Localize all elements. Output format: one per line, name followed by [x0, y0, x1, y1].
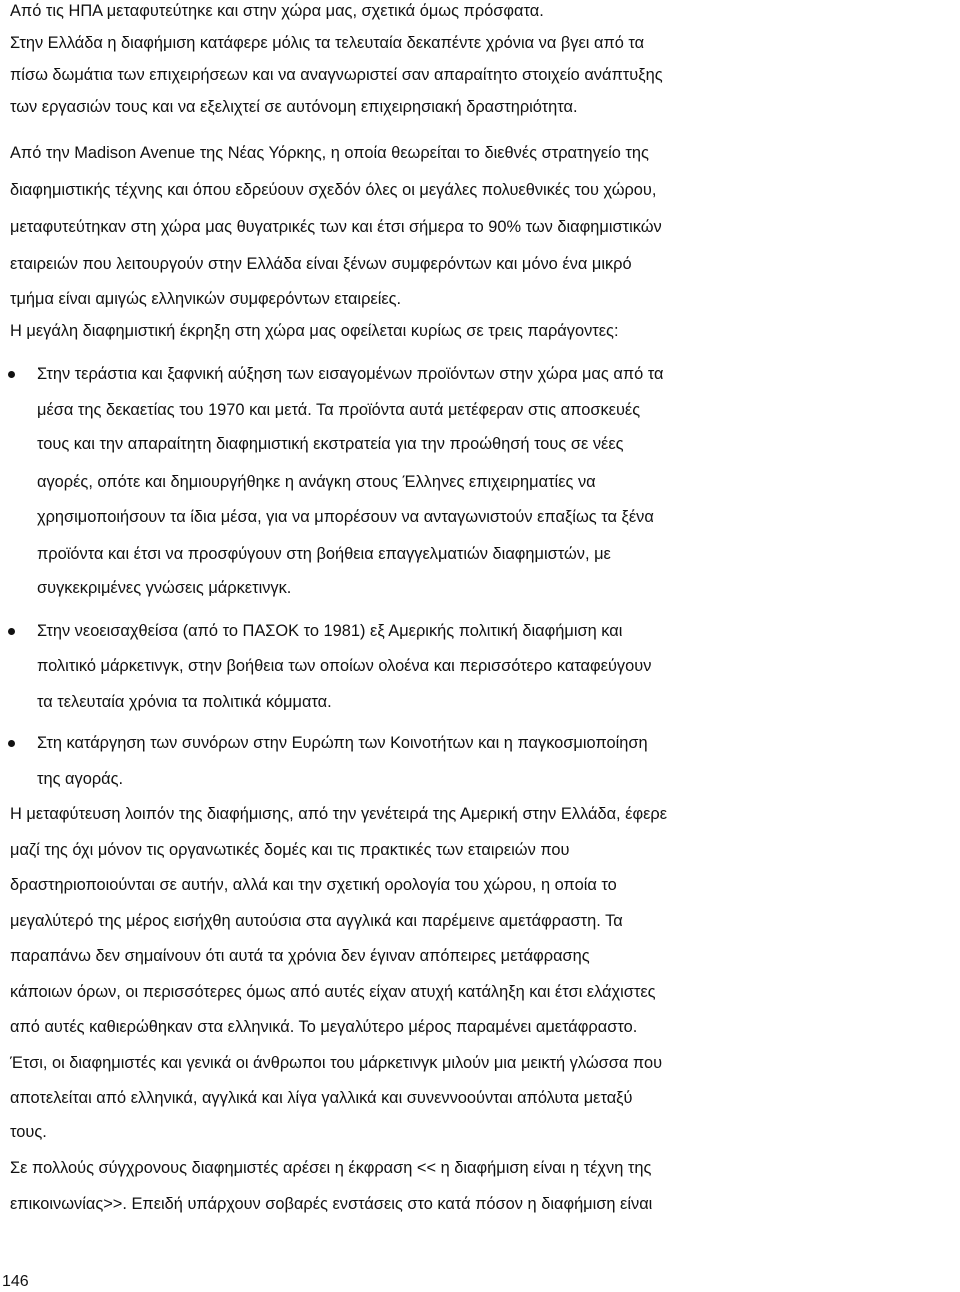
- text-line: εταιρειών που λειτουργούν στην Ελλάδα είναι ξένων συμφερόντων και μόνο ένα μικρό: [10, 255, 632, 273]
- bullet-text-line: τους και την απαραίτητη διαφημιστική εκστρατεία για την προώθησή τους σε νέες: [37, 435, 624, 453]
- text-line: των εργασιών τους και να εξελιχτεί σε αυτόνομη επιχειρησιακή δραστηριότητα.: [10, 98, 578, 116]
- text-line: κάποιων όρων, οι περισσότερες όμως από αυτές είχαν ατυχή κατάληξη και έτσι ελάχιστες: [10, 983, 656, 1001]
- text-line: Από την Madison Avenue της Νέας Υόρκης, η οποία θεωρείται το διεθνές στρατηγείο της: [10, 144, 649, 162]
- page-number: 146: [2, 1273, 29, 1290]
- bullet-icon: [8, 371, 15, 378]
- text-line: μεγαλύτερό της μέρος εισήχθη αυτούσια στα αγγλικά και παρέμεινε αμετάφραστη. Τα: [10, 912, 623, 930]
- bullet-text-line: Στην τεράστια και ξαφνική αύξηση των εισαγομένων προϊόντων στην χώρα μας από τα: [37, 365, 664, 383]
- bullet-text-line: αγορές, οπότε και δημιουργήθηκε η ανάγκη στους Έλληνες επιχειρηματίες να: [37, 473, 596, 491]
- bullet-text-line: Στην νεοεισαχθείσα (από το ΠΑΣΟΚ το 1981) εξ Αμερικής πολιτική διαφήμιση και: [37, 622, 623, 640]
- text-line: Η μεταφύτευση λοιπόν της διαφήμισης, από την γενέτειρά της Αμερική στην Ελλάδα, έφερε: [10, 805, 668, 823]
- text-line: μεταφυτεύτηκαν στη χώρα μας θυγατρικές των και έτσι σήμερα το 90% των διαφημιστικών: [10, 218, 662, 236]
- text-line: Έτσι, οι διαφημιστές και γενικά οι άνθρωποι του μάρκετινγκ μιλούν μια μεικτή γλώσσα που: [10, 1054, 663, 1072]
- text-line: τους.: [10, 1123, 47, 1141]
- text-line: επικοινωνίας>>. Επειδή υπάρχουν σοβαρές ενστάσεις στο κατά πόσον η διαφήμιση είναι: [10, 1195, 653, 1213]
- text-line: τμήμα είναι αμιγώς ελληνικών συμφερόντων εταιρείες.: [10, 290, 402, 308]
- text-line: αποτελείται από ελληνικά, αγγλικά και λίγα γαλλικά και συνεννοούνται απόλυτα μεταξύ: [10, 1089, 633, 1107]
- bullet-text-line: συγκεκριμένες γνώσεις μάρκετινγκ.: [37, 579, 292, 597]
- text-line: δραστηριοποιούνται σε αυτήν, αλλά και την σχετική ορολογία του χώρου, η οποία το: [10, 876, 617, 894]
- bullet-text-line: πολιτικό μάρκετινγκ, στην βοήθεια των οποίων ολοένα και περισσότερο καταφεύγουν: [37, 657, 652, 675]
- text-line: παραπάνω δεν σημαίνουν ότι αυτά τα χρόνια δεν έγιναν απόπειρες μετάφρασης: [10, 947, 590, 965]
- text-line: από αυτές καθιερώθηκαν στα ελληνικά. Το μεγαλύτερο μέρος παραμένει αμετάφραστο.: [10, 1018, 638, 1036]
- text-line: Από τις ΗΠΑ μεταφυτεύτηκε και στην χώρα μας, σχετικά όμως πρόσφατα.: [10, 2, 544, 20]
- bullet-text-line: Στη κατάργηση των συνόρων στην Ευρώπη των Κοινοτήτων και η παγκοσμιοποίηση: [37, 734, 648, 752]
- text-line: Σε πολλούς σύγχρονους διαφημιστές αρέσει η έκφραση << η διαφήμιση είναι η τέχνη της: [10, 1159, 652, 1177]
- bullet-text-line: τα τελευταία χρόνια τα πολιτικά κόμματα.: [37, 693, 332, 711]
- bullet-text-line: της αγοράς.: [37, 770, 124, 788]
- bullet-text-line: προϊόντα και έτσι να προσφύγουν στη βοήθεια επαγγελματιών διαφημιστών, με: [37, 545, 611, 563]
- text-line: Στην Ελλάδα η διαφήμιση κατάφερε μόλις τα τελευταία δεκαπέντε χρόνια να βγει από τα: [10, 34, 645, 52]
- text-line: πίσω δωμάτια των επιχειρήσεων και να αναγνωριστεί σαν απαραίτητο στοιχείο ανάπτυξης: [10, 66, 663, 84]
- bullet-text-line: μέσα της δεκαετίας του 1970 και μετά. Τα προϊόντα αυτά μετέφεραν στις αποσκευές: [37, 401, 641, 419]
- bullet-icon: [8, 740, 15, 747]
- bullet-icon: [8, 628, 15, 635]
- text-line: Η μεγάλη διαφημιστική έκρηξη στη χώρα μας οφείλεται κυρίως σε τρεις παράγοντες:: [10, 322, 619, 340]
- text-line: διαφημιστικής τέχνης και όπου εδρεύουν σχεδόν όλες οι μεγάλες πολυεθνικές του χώρου,: [10, 181, 657, 199]
- text-line: μαζί της όχι μόνον τις οργανωτικές δομές και τις πρακτικές των εταιρειών που: [10, 841, 570, 859]
- bullet-text-line: χρησιμοποιήσουν τα ίδια μέσα, για να μπορέσουν να ανταγωνιστούν επαξίως τα ξένα: [37, 508, 654, 526]
